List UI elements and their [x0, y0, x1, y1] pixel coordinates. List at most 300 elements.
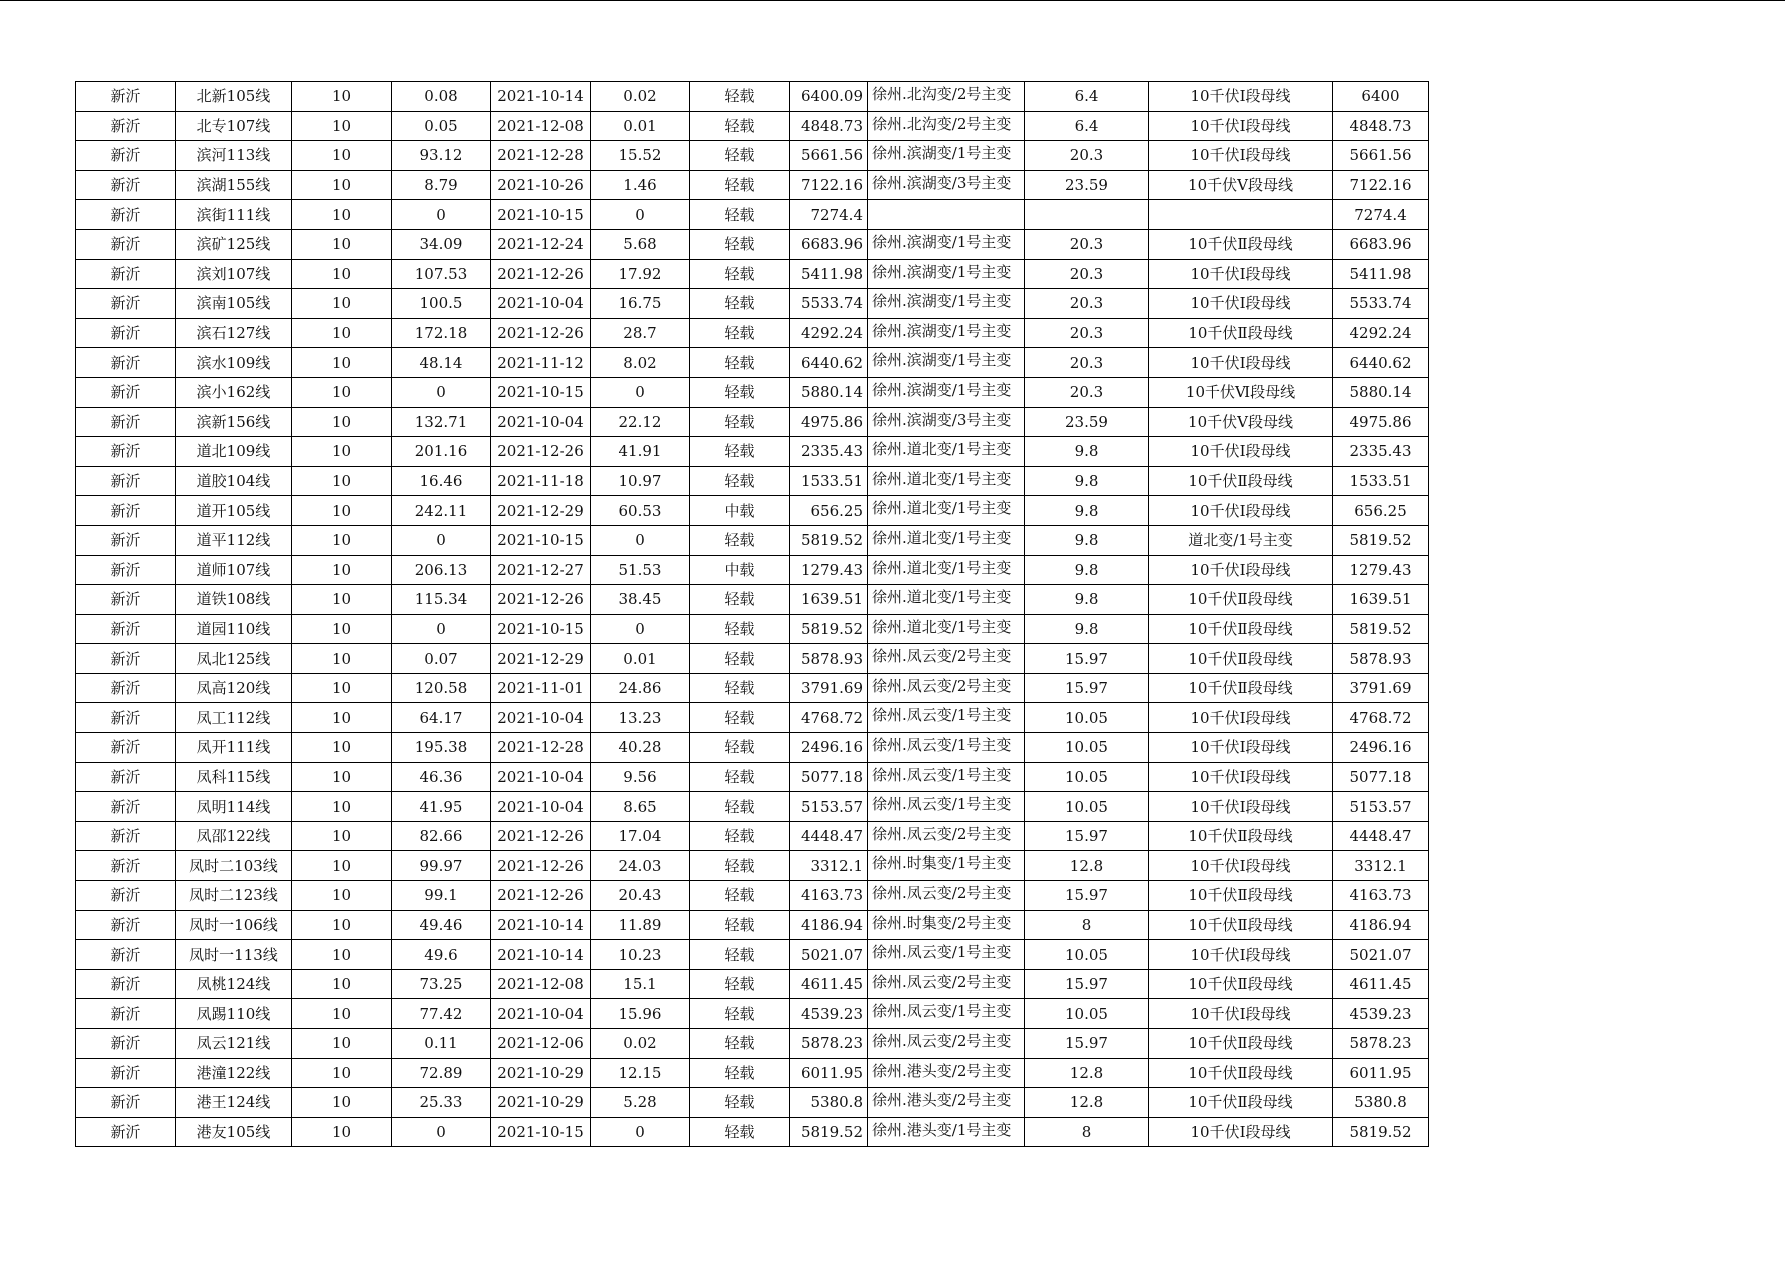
cell-remaining-capacity: 5819.52 [790, 614, 868, 644]
cell-load-status: 轻载 [690, 466, 790, 496]
cell-transformer-load: 20.3 [1025, 289, 1149, 319]
table-row [76, 733, 1429, 763]
cell-line-name: 滨南105线 [176, 289, 292, 319]
table-row [76, 229, 1429, 259]
cell-county: 新沂 [76, 259, 176, 289]
cell-max-load: 132.71 [392, 407, 491, 437]
cell-line-name: 凤科115线 [176, 762, 292, 792]
cell-line-name: 凤高120线 [176, 673, 292, 703]
cell-date: 2021-10-14 [491, 940, 591, 970]
cell-load-rate: 0 [591, 1117, 690, 1147]
cell-busbar: 10千伏Ⅰ段母线 [1149, 496, 1333, 526]
cell-transformer-load: 15.97 [1025, 881, 1149, 911]
cell-available-capacity: 5533.74 [1333, 289, 1429, 319]
cell-date: 2021-10-26 [491, 170, 591, 200]
cell-load-status: 轻载 [690, 200, 790, 230]
cell-voltage: 10 [292, 969, 392, 999]
cell-max-load: 100.5 [392, 289, 491, 319]
cell-max-load: 195.38 [392, 733, 491, 763]
cell-remaining-capacity: 5819.52 [790, 525, 868, 555]
cell-substation-transformer: 徐州.滨湖变/3号主变 [868, 407, 1025, 437]
cell-load-status: 轻载 [690, 792, 790, 822]
cell-max-load: 107.53 [392, 259, 491, 289]
cell-line-name: 港王124线 [176, 1088, 292, 1118]
cell-county: 新沂 [76, 585, 176, 615]
cell-remaining-capacity: 5661.56 [790, 141, 868, 171]
page-top-rule [0, 0, 1785, 1]
cell-load-status: 轻载 [690, 1029, 790, 1059]
cell-date: 2021-12-26 [491, 881, 591, 911]
cell-date: 2021-12-27 [491, 555, 591, 585]
cell-max-load: 99.97 [392, 851, 491, 881]
cell-load-status: 轻载 [690, 821, 790, 851]
table-row [76, 1058, 1429, 1088]
cell-available-capacity: 4611.45 [1333, 969, 1429, 999]
cell-substation-transformer: 徐州.滨湖变/1号主变 [868, 289, 1025, 319]
cell-load-rate: 0 [591, 614, 690, 644]
cell-max-load: 242.11 [392, 496, 491, 526]
cell-voltage: 10 [292, 1058, 392, 1088]
cell-date: 2021-11-12 [491, 348, 591, 378]
table-row [76, 348, 1429, 378]
cell-busbar [1149, 200, 1333, 230]
cell-load-status: 轻载 [690, 762, 790, 792]
cell-load-status: 轻载 [690, 1058, 790, 1088]
cell-substation-transformer: 徐州.凤云变/2号主变 [868, 821, 1025, 851]
cell-load-status: 轻载 [690, 673, 790, 703]
cell-max-load: 99.1 [392, 881, 491, 911]
cell-remaining-capacity: 5819.52 [790, 1117, 868, 1147]
cell-busbar: 10千伏Ⅰ段母线 [1149, 111, 1333, 141]
cell-voltage: 10 [292, 555, 392, 585]
cell-load-status: 轻载 [690, 644, 790, 674]
cell-county: 新沂 [76, 969, 176, 999]
cell-substation-transformer: 徐州.凤云变/2号主变 [868, 644, 1025, 674]
cell-busbar: 10千伏Ⅰ段母线 [1149, 792, 1333, 822]
cell-max-load: 41.95 [392, 792, 491, 822]
cell-county: 新沂 [76, 82, 176, 112]
cell-line-name: 滨小162线 [176, 377, 292, 407]
cell-line-name: 道铁108线 [176, 585, 292, 615]
cell-load-rate: 0.01 [591, 111, 690, 141]
cell-substation-transformer: 徐州.凤云变/1号主变 [868, 999, 1025, 1029]
cell-remaining-capacity: 4848.73 [790, 111, 868, 141]
cell-substation-transformer: 徐州.滨湖变/1号主变 [868, 318, 1025, 348]
cell-max-load: 115.34 [392, 585, 491, 615]
cell-max-load: 48.14 [392, 348, 491, 378]
cell-load-status: 轻载 [690, 703, 790, 733]
cell-transformer-load: 8 [1025, 1117, 1149, 1147]
table-row [76, 821, 1429, 851]
cell-busbar: 10千伏Ⅴ段母线 [1149, 170, 1333, 200]
cell-line-name: 凤北125线 [176, 644, 292, 674]
cell-available-capacity: 1533.51 [1333, 466, 1429, 496]
cell-max-load: 0 [392, 1117, 491, 1147]
cell-voltage: 10 [292, 111, 392, 141]
cell-county: 新沂 [76, 111, 176, 141]
cell-remaining-capacity: 4186.94 [790, 910, 868, 940]
cell-busbar: 10千伏Ⅱ段母线 [1149, 881, 1333, 911]
cell-county: 新沂 [76, 1117, 176, 1147]
cell-load-rate: 24.86 [591, 673, 690, 703]
table-row [76, 318, 1429, 348]
cell-available-capacity: 5819.52 [1333, 1117, 1429, 1147]
cell-load-rate: 40.28 [591, 733, 690, 763]
cell-remaining-capacity: 2335.43 [790, 437, 868, 467]
cell-voltage: 10 [292, 170, 392, 200]
cell-remaining-capacity: 4163.73 [790, 881, 868, 911]
cell-max-load: 46.36 [392, 762, 491, 792]
cell-load-status: 轻载 [690, 585, 790, 615]
cell-load-status: 轻载 [690, 525, 790, 555]
cell-remaining-capacity: 5533.74 [790, 289, 868, 319]
cell-line-name: 凤邵122线 [176, 821, 292, 851]
cell-busbar: 10千伏Ⅰ段母线 [1149, 141, 1333, 171]
cell-county: 新沂 [76, 881, 176, 911]
cell-remaining-capacity: 6440.62 [790, 348, 868, 378]
cell-county: 新沂 [76, 318, 176, 348]
cell-max-load: 34.09 [392, 229, 491, 259]
cell-county: 新沂 [76, 792, 176, 822]
cell-busbar: 10千伏Ⅰ段母线 [1149, 999, 1333, 1029]
cell-date: 2021-10-04 [491, 999, 591, 1029]
cell-available-capacity: 4975.86 [1333, 407, 1429, 437]
cell-line-name: 北专107线 [176, 111, 292, 141]
cell-line-name: 滨水109线 [176, 348, 292, 378]
cell-line-name: 道胶104线 [176, 466, 292, 496]
cell-available-capacity: 4848.73 [1333, 111, 1429, 141]
cell-remaining-capacity: 1533.51 [790, 466, 868, 496]
cell-max-load: 0 [392, 525, 491, 555]
cell-substation-transformer: 徐州.凤云变/2号主变 [868, 881, 1025, 911]
cell-date: 2021-10-04 [491, 792, 591, 822]
cell-load-status: 轻载 [690, 733, 790, 763]
table-row [76, 259, 1429, 289]
cell-substation-transformer: 徐州.滨湖变/1号主变 [868, 377, 1025, 407]
cell-max-load: 0 [392, 377, 491, 407]
cell-available-capacity: 6400 [1333, 82, 1429, 112]
cell-busbar: 10千伏Ⅴ段母线 [1149, 407, 1333, 437]
cell-load-rate: 24.03 [591, 851, 690, 881]
cell-remaining-capacity: 4448.47 [790, 821, 868, 851]
cell-transformer-load: 10.05 [1025, 762, 1149, 792]
cell-line-name: 凤时一106线 [176, 910, 292, 940]
cell-date: 2021-12-29 [491, 496, 591, 526]
cell-voltage: 10 [292, 407, 392, 437]
table-row [76, 555, 1429, 585]
cell-available-capacity: 4186.94 [1333, 910, 1429, 940]
cell-remaining-capacity: 5153.57 [790, 792, 868, 822]
cell-county: 新沂 [76, 940, 176, 970]
cell-max-load: 49.6 [392, 940, 491, 970]
cell-load-status: 轻载 [690, 437, 790, 467]
table-row [76, 644, 1429, 674]
cell-substation-transformer: 徐州.港头变/2号主变 [868, 1058, 1025, 1088]
cell-county: 新沂 [76, 170, 176, 200]
cell-transformer-load: 15.97 [1025, 969, 1149, 999]
table-row [76, 1029, 1429, 1059]
table-row [76, 940, 1429, 970]
cell-busbar: 10千伏Ⅱ段母线 [1149, 821, 1333, 851]
cell-load-rate: 15.52 [591, 141, 690, 171]
cell-busbar: 10千伏Ⅰ段母线 [1149, 348, 1333, 378]
cell-transformer-load: 15.97 [1025, 673, 1149, 703]
cell-remaining-capacity: 656.25 [790, 496, 868, 526]
cell-line-name: 滨河113线 [176, 141, 292, 171]
cell-county: 新沂 [76, 614, 176, 644]
cell-busbar: 10千伏Ⅰ段母线 [1149, 289, 1333, 319]
cell-substation-transformer: 徐州.道北变/1号主变 [868, 614, 1025, 644]
cell-date: 2021-10-04 [491, 407, 591, 437]
cell-max-load: 172.18 [392, 318, 491, 348]
cell-line-name: 滨湖155线 [176, 170, 292, 200]
cell-load-rate: 15.96 [591, 999, 690, 1029]
cell-busbar: 10千伏Ⅱ段母线 [1149, 1088, 1333, 1118]
table-body [76, 82, 1429, 1147]
cell-remaining-capacity: 3791.69 [790, 673, 868, 703]
cell-voltage: 10 [292, 703, 392, 733]
cell-busbar: 10千伏Ⅰ段母线 [1149, 259, 1333, 289]
cell-date: 2021-12-28 [491, 733, 591, 763]
cell-transformer-load: 23.59 [1025, 170, 1149, 200]
cell-date: 2021-12-26 [491, 585, 591, 615]
cell-max-load: 0.05 [392, 111, 491, 141]
cell-load-status: 中载 [690, 555, 790, 585]
cell-substation-transformer: 徐州.凤云变/1号主变 [868, 792, 1025, 822]
cell-county: 新沂 [76, 200, 176, 230]
cell-remaining-capacity: 5380.8 [790, 1088, 868, 1118]
cell-busbar: 道北变/1号主变 [1149, 525, 1333, 555]
cell-busbar: 10千伏Ⅱ段母线 [1149, 969, 1333, 999]
cell-load-rate: 1.46 [591, 170, 690, 200]
cell-available-capacity: 4163.73 [1333, 881, 1429, 911]
cell-available-capacity: 4539.23 [1333, 999, 1429, 1029]
table-row [76, 585, 1429, 615]
cell-load-rate: 0.02 [591, 82, 690, 112]
cell-available-capacity: 5661.56 [1333, 141, 1429, 171]
cell-substation-transformer: 徐州.凤云变/1号主变 [868, 703, 1025, 733]
cell-transformer-load: 15.97 [1025, 821, 1149, 851]
cell-transformer-load: 9.8 [1025, 585, 1149, 615]
cell-remaining-capacity: 5077.18 [790, 762, 868, 792]
cell-voltage: 10 [292, 200, 392, 230]
cell-busbar: 10千伏Ⅰ段母线 [1149, 733, 1333, 763]
cell-load-rate: 22.12 [591, 407, 690, 437]
cell-county: 新沂 [76, 644, 176, 674]
cell-load-rate: 13.23 [591, 703, 690, 733]
cell-load-status: 轻载 [690, 377, 790, 407]
cell-transformer-load: 15.97 [1025, 1029, 1149, 1059]
cell-line-name: 滨矿125线 [176, 229, 292, 259]
cell-transformer-load: 10.05 [1025, 999, 1149, 1029]
cell-county: 新沂 [76, 1029, 176, 1059]
cell-date: 2021-10-14 [491, 910, 591, 940]
table-row [76, 525, 1429, 555]
cell-available-capacity: 2335.43 [1333, 437, 1429, 467]
cell-transformer-load: 12.8 [1025, 851, 1149, 881]
cell-substation-transformer: 徐州.凤云变/1号主变 [868, 762, 1025, 792]
cell-date: 2021-10-14 [491, 82, 591, 112]
cell-date: 2021-10-15 [491, 614, 591, 644]
cell-transformer-load: 9.8 [1025, 525, 1149, 555]
cell-voltage: 10 [292, 82, 392, 112]
cell-available-capacity: 1639.51 [1333, 585, 1429, 615]
cell-busbar: 10千伏Ⅵ段母线 [1149, 377, 1333, 407]
cell-voltage: 10 [292, 644, 392, 674]
cell-transformer-load: 8 [1025, 910, 1149, 940]
cell-voltage: 10 [292, 1029, 392, 1059]
cell-transformer-load: 10.05 [1025, 792, 1149, 822]
cell-substation-transformer: 徐州.道北变/1号主变 [868, 525, 1025, 555]
cell-county: 新沂 [76, 407, 176, 437]
cell-line-name: 道开105线 [176, 496, 292, 526]
cell-voltage: 10 [292, 733, 392, 763]
cell-busbar: 10千伏Ⅱ段母线 [1149, 466, 1333, 496]
cell-remaining-capacity: 5878.23 [790, 1029, 868, 1059]
table-row [76, 200, 1429, 230]
cell-line-name: 凤明114线 [176, 792, 292, 822]
cell-transformer-load: 20.3 [1025, 141, 1149, 171]
cell-voltage: 10 [292, 496, 392, 526]
cell-remaining-capacity: 7122.16 [790, 170, 868, 200]
cell-county: 新沂 [76, 437, 176, 467]
cell-voltage: 10 [292, 910, 392, 940]
cell-substation-transformer: 徐州.滨湖变/1号主变 [868, 259, 1025, 289]
cell-remaining-capacity: 4611.45 [790, 969, 868, 999]
cell-load-status: 轻载 [690, 82, 790, 112]
cell-voltage: 10 [292, 999, 392, 1029]
cell-busbar: 10千伏Ⅱ段母线 [1149, 673, 1333, 703]
cell-busbar: 10千伏Ⅰ段母线 [1149, 762, 1333, 792]
cell-busbar: 10千伏Ⅱ段母线 [1149, 318, 1333, 348]
cell-max-load: 8.79 [392, 170, 491, 200]
table-row [76, 673, 1429, 703]
cell-max-load: 72.89 [392, 1058, 491, 1088]
table-row [76, 170, 1429, 200]
cell-county: 新沂 [76, 141, 176, 171]
cell-date: 2021-12-26 [491, 259, 591, 289]
cell-remaining-capacity: 5411.98 [790, 259, 868, 289]
cell-voltage: 10 [292, 525, 392, 555]
cell-voltage: 10 [292, 851, 392, 881]
cell-voltage: 10 [292, 318, 392, 348]
cell-remaining-capacity: 3312.1 [790, 851, 868, 881]
cell-load-rate: 0.02 [591, 1029, 690, 1059]
cell-county: 新沂 [76, 229, 176, 259]
cell-load-rate: 41.91 [591, 437, 690, 467]
cell-substation-transformer: 徐州.凤云变/1号主变 [868, 940, 1025, 970]
cell-substation-transformer: 徐州.道北变/1号主变 [868, 466, 1025, 496]
cell-max-load: 201.16 [392, 437, 491, 467]
cell-date: 2021-12-24 [491, 229, 591, 259]
cell-remaining-capacity: 6400.09 [790, 82, 868, 112]
cell-voltage: 10 [292, 821, 392, 851]
cell-date: 2021-12-29 [491, 644, 591, 674]
cell-date: 2021-10-29 [491, 1058, 591, 1088]
cell-county: 新沂 [76, 999, 176, 1029]
cell-voltage: 10 [292, 614, 392, 644]
cell-date: 2021-12-26 [491, 821, 591, 851]
table-row [76, 969, 1429, 999]
cell-available-capacity: 6011.95 [1333, 1058, 1429, 1088]
cell-substation-transformer: 徐州.滨湖变/1号主变 [868, 348, 1025, 378]
cell-voltage: 10 [292, 259, 392, 289]
cell-busbar: 10千伏Ⅰ段母线 [1149, 437, 1333, 467]
cell-transformer-load: 9.8 [1025, 496, 1149, 526]
cell-line-name: 凤时二103线 [176, 851, 292, 881]
feeder-load-table [75, 81, 1429, 1147]
cell-date: 2021-10-15 [491, 200, 591, 230]
cell-voltage: 10 [292, 437, 392, 467]
table-row [76, 1088, 1429, 1118]
cell-substation-transformer: 徐州.港头变/1号主变 [868, 1117, 1025, 1147]
cell-load-rate: 60.53 [591, 496, 690, 526]
cell-voltage: 10 [292, 1088, 392, 1118]
cell-remaining-capacity: 2496.16 [790, 733, 868, 763]
cell-remaining-capacity: 4292.24 [790, 318, 868, 348]
cell-voltage: 10 [292, 141, 392, 171]
cell-transformer-load: 10.05 [1025, 940, 1149, 970]
table-row [76, 141, 1429, 171]
cell-county: 新沂 [76, 496, 176, 526]
cell-substation-transformer: 徐州.凤云变/2号主变 [868, 1029, 1025, 1059]
cell-substation-transformer: 徐州.滨湖变/1号主变 [868, 141, 1025, 171]
cell-busbar: 10千伏Ⅰ段母线 [1149, 703, 1333, 733]
cell-transformer-load: 20.3 [1025, 377, 1149, 407]
cell-load-rate: 10.23 [591, 940, 690, 970]
cell-county: 新沂 [76, 910, 176, 940]
cell-substation-transformer: 徐州.时集变/2号主变 [868, 910, 1025, 940]
cell-available-capacity: 7122.16 [1333, 170, 1429, 200]
cell-transformer-load: 6.4 [1025, 111, 1149, 141]
cell-load-rate: 10.97 [591, 466, 690, 496]
cell-line-name: 滨石127线 [176, 318, 292, 348]
cell-busbar: 10千伏Ⅰ段母线 [1149, 940, 1333, 970]
cell-remaining-capacity: 4539.23 [790, 999, 868, 1029]
cell-busbar: 10千伏Ⅰ段母线 [1149, 1117, 1333, 1147]
cell-transformer-load: 10.05 [1025, 733, 1149, 763]
cell-load-rate: 0 [591, 377, 690, 407]
cell-substation-transformer: 徐州.滨湖变/3号主变 [868, 170, 1025, 200]
cell-county: 新沂 [76, 348, 176, 378]
cell-remaining-capacity: 6011.95 [790, 1058, 868, 1088]
cell-available-capacity: 656.25 [1333, 496, 1429, 526]
table-row [76, 377, 1429, 407]
cell-remaining-capacity: 5021.07 [790, 940, 868, 970]
cell-transformer-load: 20.3 [1025, 318, 1149, 348]
cell-date: 2021-10-15 [491, 377, 591, 407]
cell-county: 新沂 [76, 821, 176, 851]
cell-load-status: 轻载 [690, 910, 790, 940]
cell-available-capacity: 4292.24 [1333, 318, 1429, 348]
cell-line-name: 道园110线 [176, 614, 292, 644]
cell-load-rate: 5.28 [591, 1088, 690, 1118]
table-row [76, 1117, 1429, 1147]
cell-voltage: 10 [292, 673, 392, 703]
cell-load-status: 轻载 [690, 348, 790, 378]
cell-max-load: 0.07 [392, 644, 491, 674]
cell-available-capacity: 7274.4 [1333, 200, 1429, 230]
cell-busbar: 10千伏Ⅱ段母线 [1149, 1058, 1333, 1088]
cell-load-status: 轻载 [690, 229, 790, 259]
table-row [76, 289, 1429, 319]
cell-available-capacity: 5880.14 [1333, 377, 1429, 407]
cell-county: 新沂 [76, 733, 176, 763]
cell-available-capacity: 4768.72 [1333, 703, 1429, 733]
cell-county: 新沂 [76, 703, 176, 733]
cell-remaining-capacity: 4975.86 [790, 407, 868, 437]
cell-max-load: 64.17 [392, 703, 491, 733]
